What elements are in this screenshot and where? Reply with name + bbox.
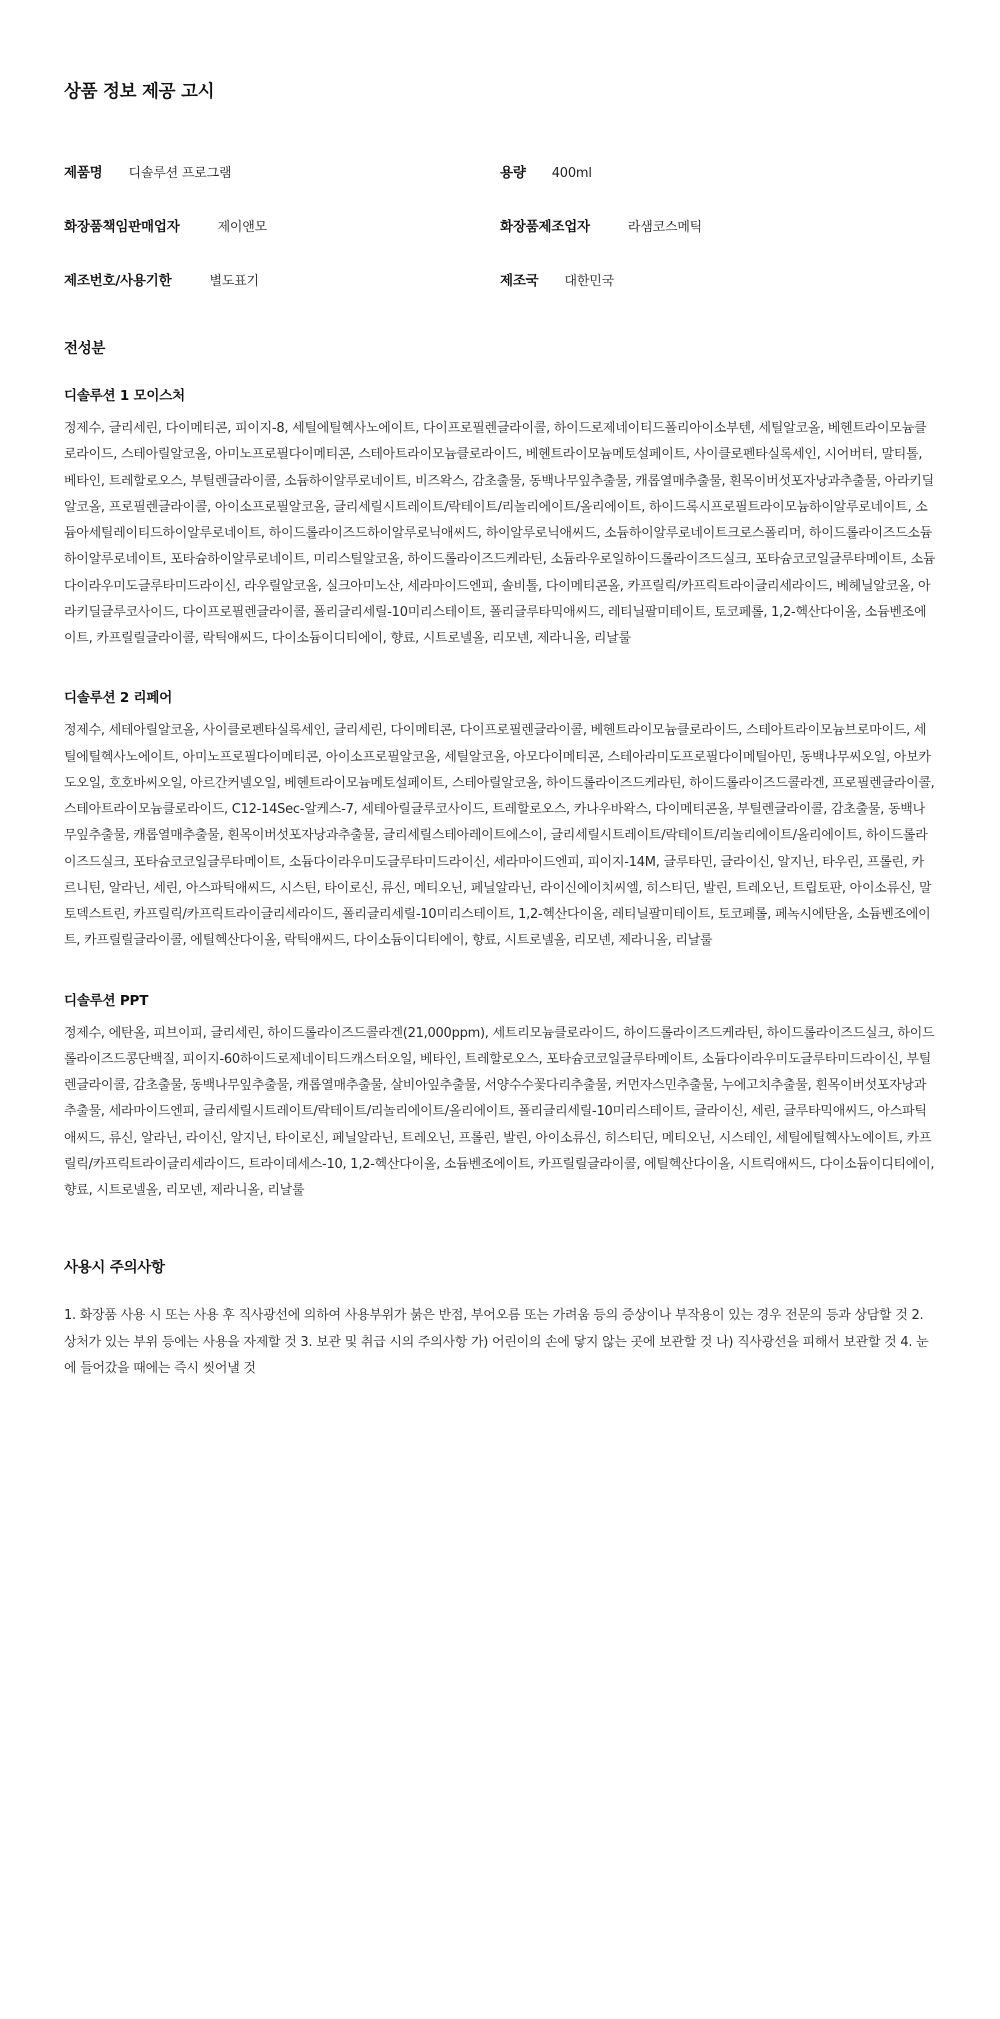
product-info-grid [64, 161, 936, 289]
ingredient-block-2 [64, 686, 936, 954]
bottom-spacer [64, 1382, 936, 1422]
info-value-seller: 제이앤모 [217, 220, 268, 235]
ingredient-block-3-text: 정제수, 에탄올, 피브이피, 글리세린, 하이드롤라이즈드콜라겐(21,000ppm), 세트리모늄클로라이드, 하이드롤라이즈드케라틴, 하이드롤라이즈드실크, 하이드롤라이즈드콩단백질, 피이지-60하이드로제네이티드캐스터오일, 베타인, 트레할로오스, 포타슘코코일글루타메이트, 소듐다이라우미도글루타미드라이신, 부틸렌글라이콜, 감초출물, 동백나무잎추출물, 캐롭열매추출물, 살비아잎추출물, 서양수수꽃다리추출물, 커먼자스민추출물, 누에고치추출물, 흰목이버섯포자낭과추출물, 세라마이드엔피, 글리세릴시트레이트/락테이트/리놀리에이트/올리에이트, 폴리글리세릴-10미리스테이트, 글라이신, 세린, 글루타믹애씨드, 아스파틱애씨드, 류신, 알라닌, 라이신, 알지닌, 타이로신, 페닐알라닌, 트레오닌, 프롤린, 발린, 아이소류신, 히스티딘, 메티오닌, 시스테인, 세틸에틸헥사노에이트, 카프릴릭/카프릭트라이글리세라이드, 트라이데세스-10, 1,2-헥산다이올, 소듐벤조에이트, 카프릴릴글라이콜, 에틸헥산다이올, 시트릭애씨드, 다이소듐이디티에이, 향료, 시트로넬올, 리모넨, 제라니올, 리날룰 [64, 1025, 935, 1198]
info-value-product-name: 디솔루션 프로그램 [128, 166, 232, 181]
ingredient-block-1 [64, 384, 936, 652]
info-label-manufacturer: 화장품제조업자 [500, 219, 590, 235]
ingredients-section-title: 전성분 [64, 341, 106, 357]
ingredients-section [64, 337, 936, 1204]
caution-section-title: 사용시 주의사항 [64, 1260, 165, 1277]
info-label-product-name: 제품명 [64, 165, 103, 181]
ingredient-block-1-name: 디솔루션 1 모이스처 [64, 388, 185, 404]
info-value-country: 대한민국 [564, 274, 614, 289]
info-row-country [500, 269, 936, 289]
info-label-country: 제조국 [500, 273, 539, 289]
info-label-lot-expiry: 제조번호/사용기한 [64, 273, 172, 289]
info-label-seller: 화장품책임판매업자 [64, 219, 180, 235]
info-row-seller [64, 215, 500, 235]
info-row-volume [500, 161, 936, 181]
page-title: 상품 정보 제공 고시 [64, 82, 215, 102]
caution-text: 1. 화장품 사용 시 또는 사용 후 직사광선에 의하여 사용부위가 붉은 반점, 부어오름 또는 가려움 등의 증상이나 부작용이 있는 경우 전문의 등과 상담할 것 2. 상처가 있는 부위 등에는 사용을 자제할 것 3. 보관 및 취급 시의 주의사항 가) 어린이의 손에 닿지 않는 곳에 보관할 것 나) 직사광선을 피해서 보관할 것 4. 눈에 들어갔을 때에는 즉시 씻어낼 것 [64, 1308, 929, 1376]
ingredient-block-3-name: 디솔루션 PPT [64, 992, 149, 1009]
info-row-manufacturer [500, 215, 936, 235]
ingredient-block-1-text: 정제수, 글리세린, 다이메티콘, 피이지-8, 세틸에틸헥사노에이트, 다이프로필렌글라이콜, 하이드로제네이티드폴리아이소부텐, 세틸알코올, 베헨트라이모늄클로라이드, 스테아릴알코올, 아미노프로필다이메티콘, 스테아트라이모늄클로라이드, 베헨트라이모늄메토설페이트, 사이클로펜타실록세인, 시어버터, 말티톨, 베타인, 트레할로오스, 부틸렌글라이콜, 소듐하이알루로네이트, 비즈왁스, 감초출물, 동백나무잎추출물, 캐롭열매추출물, 흰목이버섯포자낭과추출물, 아라키딜알코올, 프로필렌글라이콜, 아이소프로필알코올, 글리세릴시트레이트/락테이트/리놀리에이트/올리에이트, 하이드록시프로필트라이모늄하이알루로네이트, 소듐아세틸레이티드하이알루로네이트, 하이드롤라이즈드하이알루로닉애씨드, 하이알루로닉애씨드, 소듐하이알루로네이트크로스폴리머, 하이드롤라이즈드소듐하이알루로네이트, 포타슘하이알루로네이트, 미리스틸알코올, 하이드롤라이즈드케라틴, 소듐라우로일하이드롤라이즈드실크, 포타슘코코일글루타메이트, 소듐다이라우미도글루타미드라이신, 라우릴알코올, 실크아미노산, 세라마이드엔피, 솔비톨, 다이메티콘올, 카프릴릭/카프릭트라이글리세라이드, 베헤닐알코올, 아라키딜글루코사이드, 다이프로필렌글라이콜, 폴리글리세릴-10미리스테이트, 폴리글루타믹애씨드, 레티닐팔미테이트, 토코페롤, 1,2-헥산다이올, 소듐벤조에이트, 카프릴릴글라이콜, 락틱애씨드, 다이소듐이디티에이, 향료, 시트로넬올, 리모넨, 제라니올, 리날룰 [64, 421, 936, 646]
info-value-manufacturer: 라샘코스메틱 [627, 220, 703, 235]
ingredient-block-2-name: 디솔루션 2 리페어 [64, 690, 173, 707]
info-label-volume: 용량 [500, 165, 526, 181]
caution-section [64, 1256, 936, 1382]
info-value-volume: 400ml [551, 166, 592, 181]
info-value-lot-expiry: 별도표기 [209, 274, 259, 289]
info-row-lot-expiry [64, 269, 500, 289]
ingredient-block-2-text: 정제수, 세테아릴알코올, 사이클로펜타실록세인, 글리세린, 다이메티콘, 다이프로필렌글라이콜, 베헨트라이모늄클로라이드, 스테아트라이모늄브로마이드, 세틸에틸헥사노에이트, 아미노프로필다이메티콘, 아이소프로필알코올, 세틸알코올, 아모다이메티콘, 스테아라미도프로필다이메틸아민, 동백나무씨오일, 아보카도오일, 호호바씨오일, 아르간커넬오일, 베헨트라이모늄메토설페이트, 스테아릴알코올, 하이드롤라이즈드케라틴, 하이드롤라이즈드콜라겐, 프로필렌글라이콜, 스테아트라이모늄클로라이드, C12-14Sec-알케스-7, 세테아릴글루코사이드, 트레할로오스, 카나우바왁스, 다이메티콘올, 부틸렌글라이콜, 감초출물, 동백나무잎추출물, 캐롭열매추출물, 흰목이버섯포자낭과추출물, 글리세릴스테아레이트에스이, 글리세릴시트레이트/락테이트/리놀리에이트/올리에이트, 하이드롤라이즈드실크, 포타슘코코일글루타메이트, 소듐다이라우미도글루타미드라이신, 세라마이드엔피, 피이지-14M, 글루타민, 글라이신, 알지닌, 타우린, 프롤린, 카르니틴, 알라닌, 세린, 아스파틱애씨드, 시스틴, 타이로신, 류신, 메티오닌, 페닐알라닌, 라이신에이치씨엘, 히스티딘, 발린, 트레오닌, 트립토판, 아이소류신, 말토덱스트린, 카프릴릭/카프릭트라이글리세라이드, 폴리글리세릴-10미리스테이트, 1,2-헥산다이올, 레티닐팔미테이트, 토코페롤, 페녹시에탄올, 소듐벤조에이트, 카프릴릴글라이콜, 에틸헥산다이올, 락틱애씨드, 다이소듐이디티에이, 향료, 시트로넬올, 리모넨, 제라니올, 리날룰 [64, 723, 935, 949]
ingredient-block-3 [64, 989, 936, 1205]
info-row-product-name [64, 161, 500, 181]
